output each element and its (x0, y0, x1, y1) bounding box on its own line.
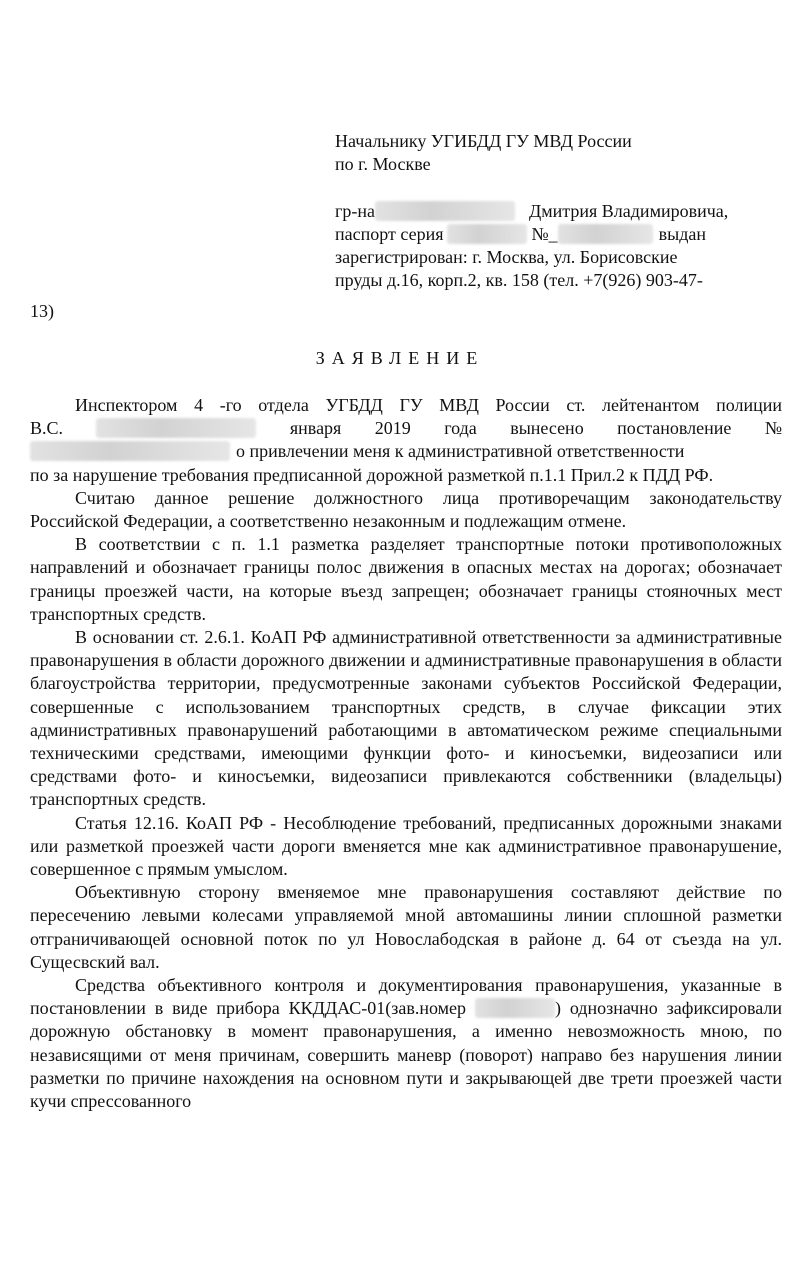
redaction-device-number (475, 998, 555, 1018)
registered-line: зарегистрирован: г. Москва, ул. Борисовские (335, 247, 678, 267)
document-body (30, 394, 782, 1113)
applicant-prefix: гр-на (335, 201, 375, 221)
document-title: ЗАЯВЛЕНИЕ (315, 348, 485, 368)
inspector-initials: В.С. (30, 418, 64, 439)
redaction-surname (375, 201, 515, 221)
paragraph-1-line-3 (30, 440, 782, 463)
applicant-name-line (335, 200, 765, 223)
paragraph-3: В соответствии с п. 1.1 разметка разделяет транспортные потоки противоположных направлений и обозначает границы полос движения в опасных местах на дорогах; обозначает границы проезжей части, на которые въезд запрещен; обозначает границы стояночных мест транспортных средств. (30, 534, 782, 624)
applicant-name: Дмитрия Владимировича, (529, 201, 729, 221)
passport-label: паспорт серия (335, 224, 444, 244)
paragraph-6: Объективную сторону вменяемое мне правонарушения составляют действие по пересечению левыми колесами управляемой мной автомашины линии сплошной разметки отграничивающей основной поток по ул Новослабодская в районе д. 64 от съезда на ул. Сущесвский вал. (30, 882, 782, 972)
redaction-passport-number (558, 224, 653, 244)
paragraph-1-date: января 2019 года вынесено постановление № (289, 418, 782, 439)
paragraph-1-clause: о привлечении меня к административной ответственности (236, 441, 685, 462)
paragraph-1-line-1: Инспектором 4 -го отдела УГБДД ГУ МВД России ст. лейтенантом полиции (75, 395, 782, 415)
passport-number-label: №_ (531, 224, 558, 244)
passport-line (335, 223, 765, 246)
paragraph-2: Считаю данное решение должностного лица противоречащим законодательству Российской Федерации, а соответственно незаконным и подлежащим отмене. (30, 487, 782, 532)
redaction-passport-series (447, 224, 527, 244)
redaction-inspector (96, 418, 256, 438)
paragraph-7-bracket: ) (554, 998, 561, 1019)
phone-tail: 13) (30, 301, 54, 321)
paragraph-5: Статья 12.16. КоАП РФ - Несоблюдение требований, предписанных дорожными знаками или разметкой проезжей части дороги вменяется мне как административное правонарушение, совершенное с прямым умыслом. (30, 812, 782, 880)
addressee-block (335, 130, 765, 292)
paragraph-1-line-2 (30, 417, 782, 440)
paragraph-7-text: Средства объективного контроля и документирования правонарушения, указанные в постановлении в виде прибора ККДДАС-01(зав.номер (30, 975, 782, 1019)
paragraph-7-continuation: однозначно зафиксировали дорожную обстановку в момент правонарушения, а именно невозможность мною, по независящими от меня причинам, совершить маневр (поворот) направо без нарушения линии разметки по причине нахождения на основном пути и закрывающей две трети проезжей части кучи спрессованного (30, 998, 783, 1112)
addressee-line-2: по г. Москве (335, 154, 431, 174)
passport-issued: выдан (658, 224, 707, 244)
paragraph-7-start (30, 974, 782, 1113)
address-line: пруды д.16, корп.2, кв. 158 (тел. +7(926) 903-47- (335, 270, 703, 290)
addressee-line-1: Начальнику УГИБДД ГУ МВД России (335, 131, 632, 151)
paragraph-4: В основании ст. 2.6.1. КоАП РФ административной ответственности за административные правонарушения в области дорожного движении и административные правонарушения в области благоустройства территории, предусмотренные законами субъектов Российской Федерации, совершенные с использованием транспортных средств, в случае фиксации этих административных правонарушений работающими в автоматическом режиме специальными техническими средствами, имеющими функции фото- и киносъемки, видеозаписи или средствами фото- и киносъемки, видеозаписи привлекаются собственники (владельцы) транспортных средств. (30, 627, 782, 810)
redaction-resolution-number (30, 441, 230, 461)
paragraph-1-line-4: по за нарушение требования предписанной дорожной разметкой п.1.1 Прил.2 к ПДД РФ. (30, 464, 714, 485)
